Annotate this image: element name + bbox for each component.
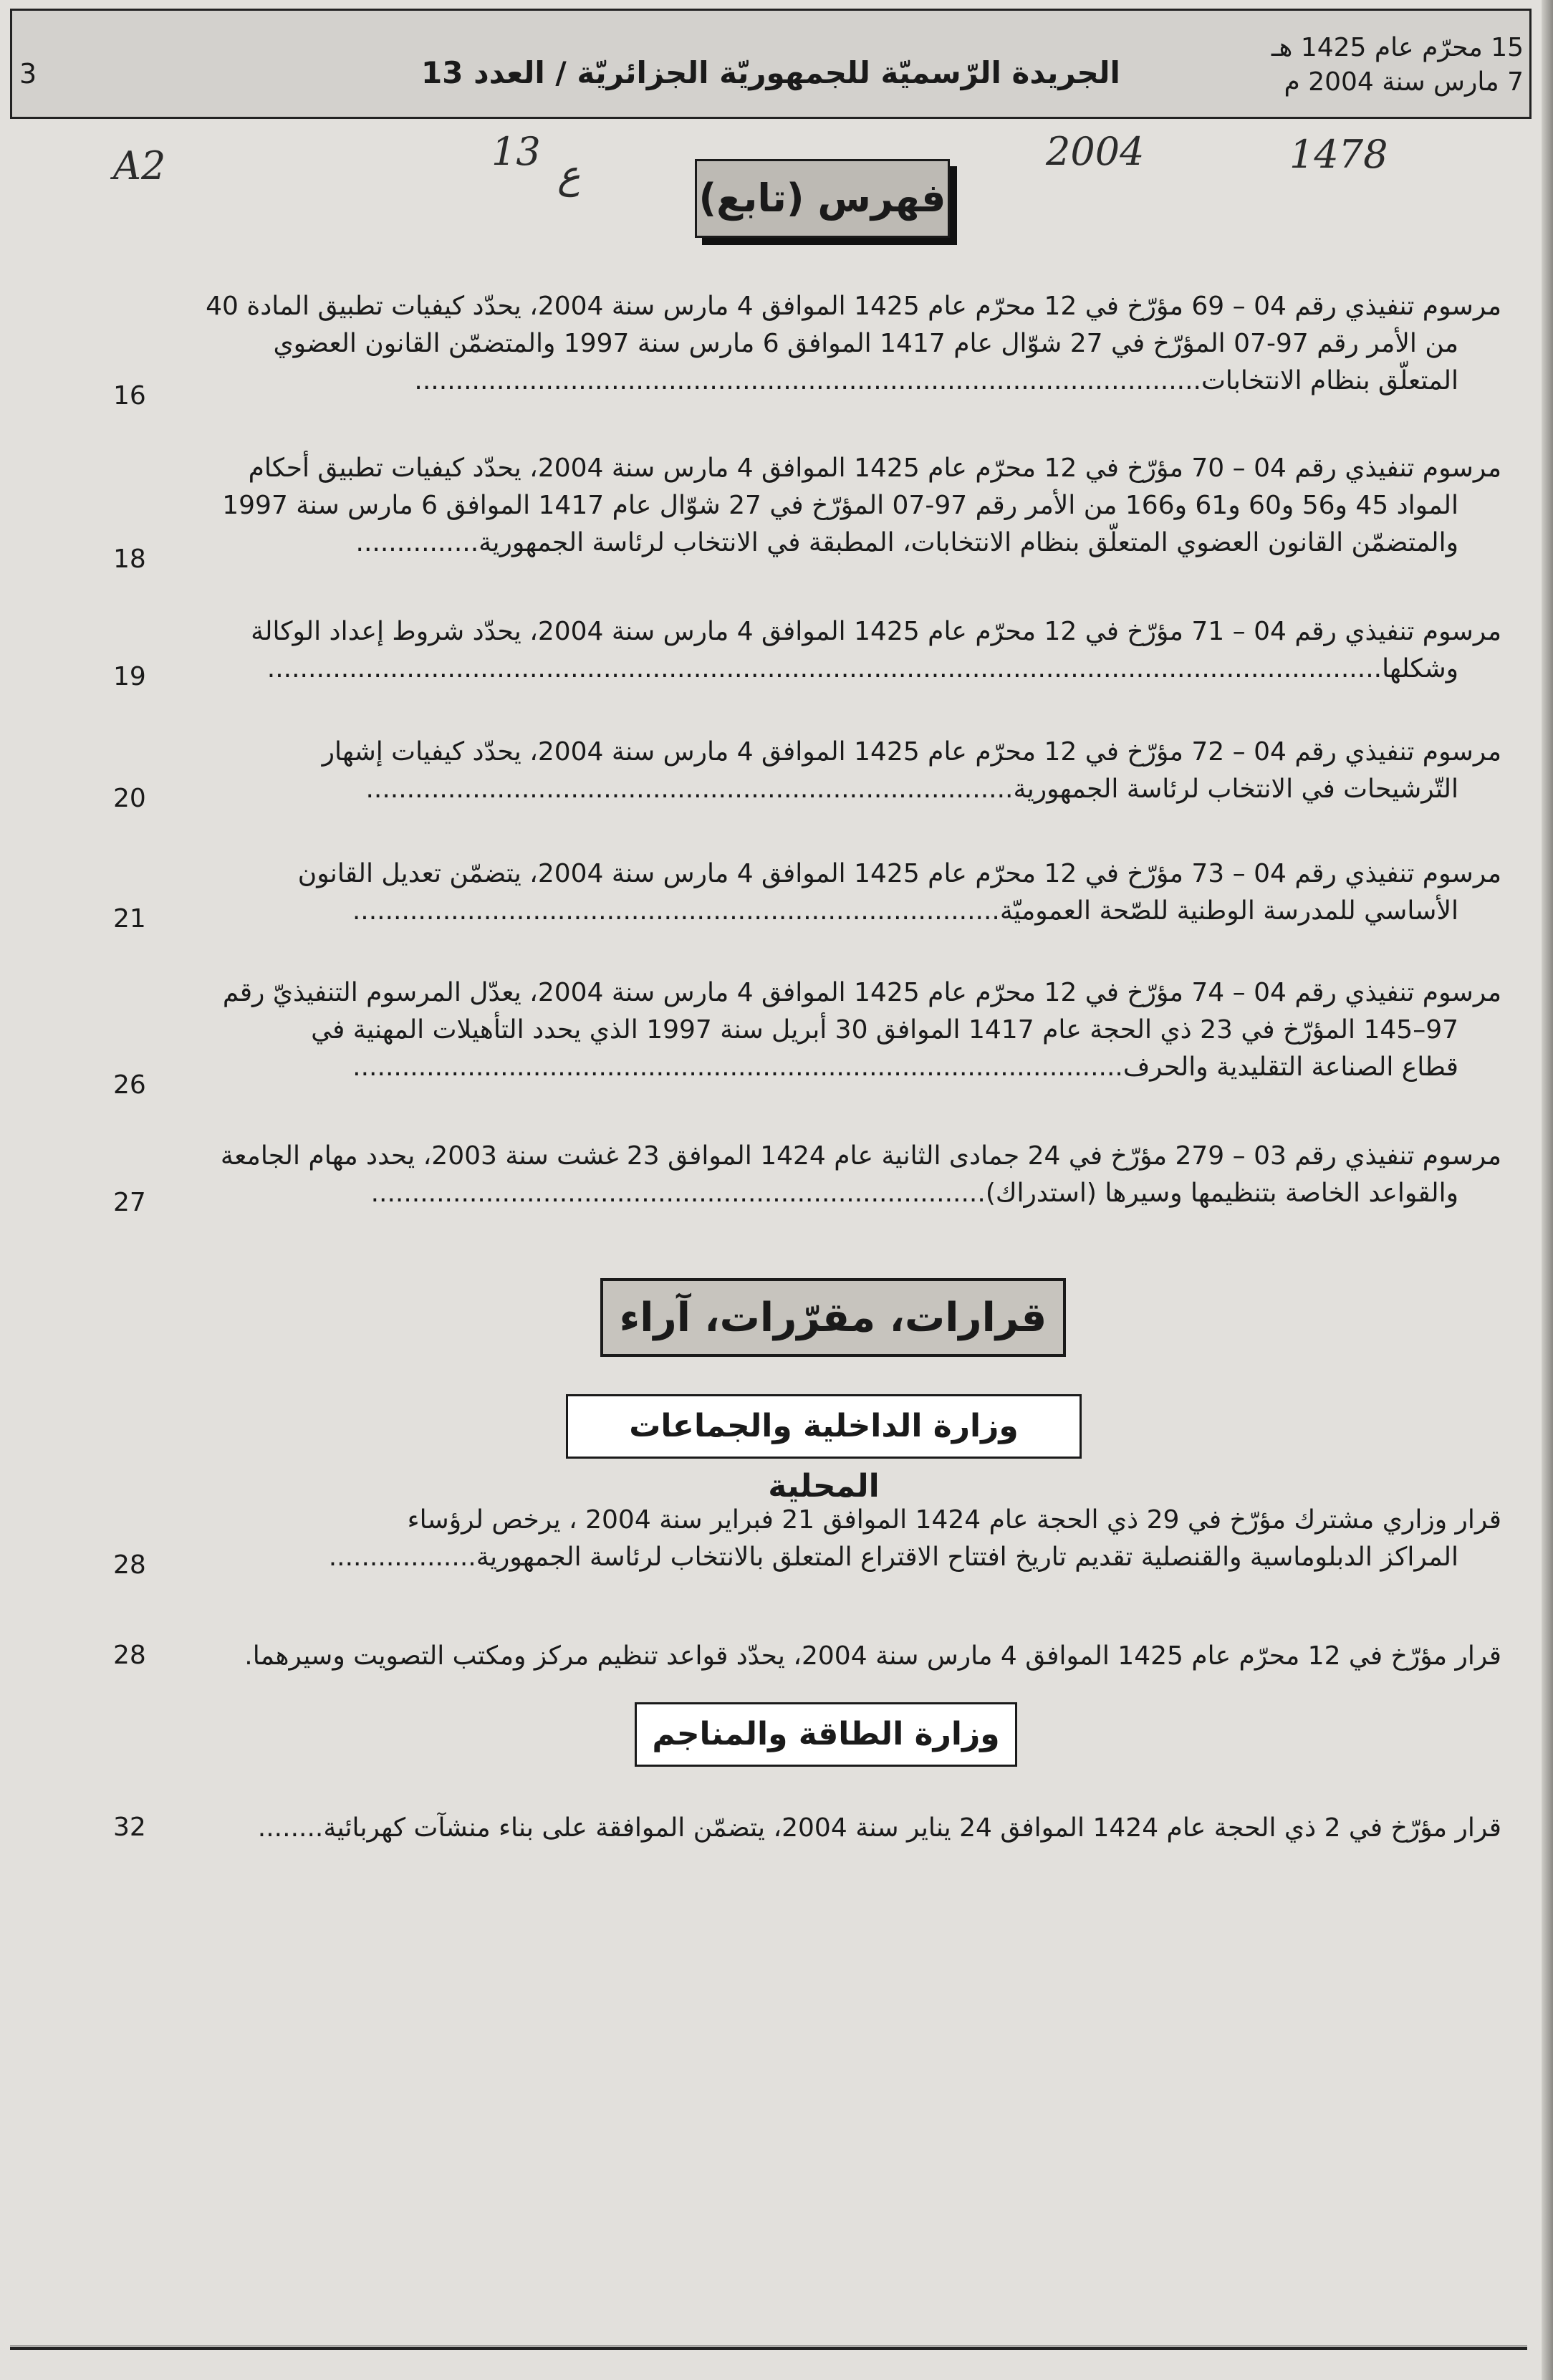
index-title-box: [695, 159, 950, 238]
index-entry: مرسوم تنفيذي رقم 04 – 74 مؤرّخ في 12 محرّم عام 1425 الموافق 4 مارس سنة 2004، يعدّل المرسوم التنفيذيّ رقم 97–145 المؤرّخ في 23 ذي الحجة عام 1417 الموافق 30 أبريل سنة 1997 الذي يحدد التأهيلات المهنية في قطاع الصناعة التقليدية والحرف..............................................................................................: [222, 978, 1501, 1082]
section-title-box: [600, 1278, 1066, 1357]
index-entry: مرسوم تنفيذي رقم 04 – 69 مؤرّخ في 12 محرّم عام 1425 الموافق 4 مارس سنة 2004، يحدّد كيفيات تطبيق المادة 40 من الأمر رقم 97-07 المؤرّخ في 27 شوّال عام 1417 الموافق 6 مارس سنة 1997 والمتضمّن القانون العضوي المتعلّق بنظام الانتخابات................................................................................................: [206, 292, 1501, 395]
entry-page-number: 26: [113, 1070, 146, 1100]
entry-page-number: 28: [113, 1641, 146, 1670]
entry-page-number: 16: [113, 381, 146, 411]
ministry-title: وزارة الداخلية والجماعات المحلية: [629, 1408, 1019, 1505]
index-entry: مرسوم تنفيذي رقم 04 – 73 مؤرّخ في 12 محرّم عام 1425 الموافق 4 مارس سنة 2004، يتضمّن تعديل القانون الأساسي للمدرسة الوطنية للصّحة العموميّة...............................................................................: [297, 859, 1501, 926]
gazette-title: الجريدة الرّسميّة للجمهوريّة الجزائريّة / العدد 13: [421, 55, 1120, 90]
ministry-title-box: [566, 1394, 1082, 1505]
decision-entry: قرار مؤرّخ في 12 محرّم عام 1425 الموافق 4 مارس سنة 2004، يحدّد قواعد تنظيم مركز ومكتب التصويت وسيرهما.: [244, 1641, 1501, 1671]
bottom-rule: [10, 2346, 1527, 2350]
index-entry: مرسوم تنفيذي رقم 03 – 279 مؤرّخ في 24 جمادى الثانية عام 1424 الموافق 23 غشت سنة 2003، يحدد مهام الجامعة والقواعد الخاصة بتنظيمها وسيرها (استدراك)...........................................................................: [220, 1141, 1501, 1208]
entry-page-number: 20: [113, 784, 146, 813]
date-gregorian: 7 مارس سنة 2004 م: [1284, 67, 1524, 97]
page-header: [10, 9, 1532, 119]
index-entry: مرسوم تنفيذي رقم 04 – 71 مؤرّخ في 12 محرّم عام 1425 الموافق 4 مارس سنة 2004، يحدّد شروط إعداد الوكالة وشكلها........................................................................................................................................: [251, 617, 1501, 683]
entry-page-number: 27: [113, 1188, 146, 1217]
ministry-title: وزارة الطاقة والمناجم: [652, 1716, 1000, 1752]
handwriting-1478: 1478: [1289, 132, 1388, 177]
handwriting-2004: 2004: [1046, 129, 1145, 174]
handwriting-13: 13: [491, 129, 541, 174]
entry-page-number: 32: [113, 1813, 146, 1842]
entry-page-number: 28: [113, 1550, 146, 1580]
handwriting-a2: A2: [113, 143, 166, 188]
page-fold-shadow: [1542, 0, 1553, 2380]
entry-page-number: 21: [113, 904, 146, 934]
index-title: فهرس (تابع): [698, 176, 946, 221]
decision-entry: قرار وزاري مشترك مؤرّخ في 29 ذي الحجة عام 1424 الموافق 21 فبراير سنة 2004 ، يرخص لرؤساء المراكز الدبلوماسية والقنصلية تقديم تاريخ افتتاح الاقتراع المتعلق بالانتخاب لرئاسة الجمهورية..................: [328, 1505, 1501, 1572]
handwriting-ain: ع: [557, 152, 581, 197]
entry-page-number: 18: [113, 544, 146, 574]
section-title: قرارات، مقرّرات، آراء: [619, 1295, 1047, 1341]
header-date: [1271, 31, 1524, 100]
date-hijri: 15 محرّم عام 1425 هـ: [1271, 33, 1524, 62]
entry-page-number: 19: [113, 662, 146, 691]
page-number: 3: [19, 58, 37, 90]
ministry-title-box: [635, 1702, 1017, 1767]
decision-entry: قرار مؤرّخ في 2 ذي الحجة عام 1424 الموافق 24 يناير سنة 2004، يتضمّن الموافقة على بناء منشآت كهربائية........: [257, 1813, 1501, 1843]
index-entry: مرسوم تنفيذي رقم 04 – 70 مؤرّخ في 12 محرّم عام 1425 الموافق 4 مارس سنة 2004، يحدّد كيفيات تطبيق أحكام المواد 45 و56 و60 و61 و166 من الأمر رقم 97-07 المؤرّخ في 27 شوّال عام 1417 الموافق 6 مارس سنة 1997 والمتضمّن القانون العضوي المتعلّق بنظام الانتخابات، المطبقة في الانتخاب لرئاسة الجمهورية...............: [222, 454, 1501, 557]
index-entry: مرسوم تنفيذي رقم 04 – 72 مؤرّخ في 12 محرّم عام 1425 الموافق 4 مارس سنة 2004، يحدّد كيفيات إشهار التّرشيحات في الانتخاب لرئاسة الجمهورية...............................................................................: [322, 737, 1501, 804]
